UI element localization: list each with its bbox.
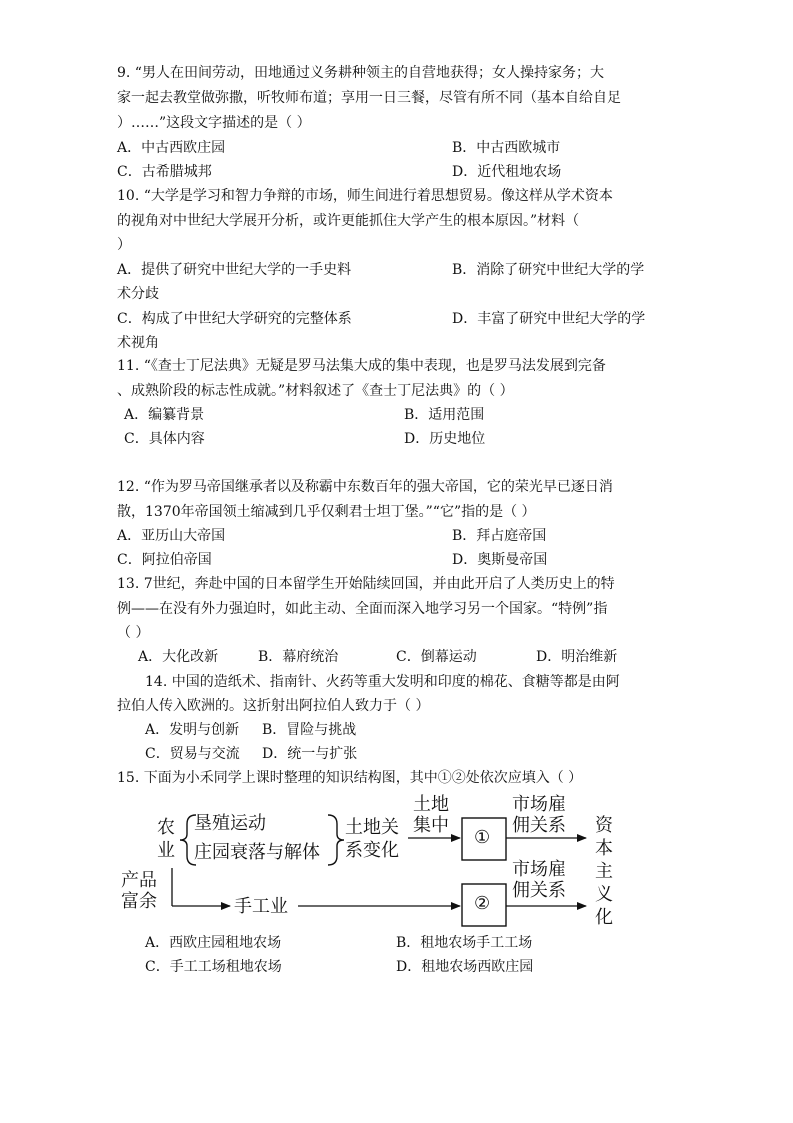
- q9-stem-line-2: 家一起去教堂做弥撒，听牧师布道；享用一日三餐，尽管有所不同（基本自给自足: [117, 90, 621, 106]
- land-concentration-1: 土地: [413, 794, 449, 815]
- land-relation-change-1: 土地关: [345, 817, 399, 838]
- market-employment-2a: 市场雇: [512, 859, 566, 880]
- q12-stem-line-1: 12. “作为罗马帝国继承者以及称霸中东数百年的强大帝国，它的荣光早已逐日消: [117, 479, 613, 495]
- q13-option-a: A．大化改新: [138, 649, 219, 665]
- agriculture-label-2: 业: [157, 840, 175, 861]
- q9-stem-line-1: 9. “男人在田间劳动，田地通过义务耕种领主的自营地获得；女人操持家务；大: [117, 65, 604, 81]
- q11-stem-line-1: 11. “《查士丁尼法典》无疑是罗马法集大成的集中表现，也是罗马法发展到完备: [117, 358, 606, 374]
- q12-option-d: D．奥斯曼帝国: [452, 552, 548, 568]
- q9-option-b: B．中古西欧城市: [452, 140, 561, 156]
- handicraft-label: 手工业: [234, 896, 288, 917]
- product-surplus-1: 产品: [121, 870, 157, 891]
- land-relation-change-2: 系变化: [345, 840, 399, 861]
- q13-stem-line-3: （ ）: [117, 625, 150, 641]
- q14-option-c: C．贸易与交流: [145, 746, 240, 762]
- q15-option-c: C．手工工场租地农场: [145, 959, 282, 975]
- q9-option-a: A．中古西欧庄园: [117, 140, 226, 156]
- q13-stem-line-1: 13. 7世纪，奔赴中国的日本留学生开始陆续回国，并由此开启了人类历史上的特: [117, 576, 615, 592]
- market-employment-1b: 佣关系: [512, 815, 566, 836]
- q15-option-d: D．租地农场西欧庄园: [396, 959, 534, 975]
- q14-stem-line-2: 拉伯人传入欧洲的。这折射出阿拉伯人致力于（ ）: [117, 698, 430, 714]
- q10-option-d: D．丰富了研究中世纪大学的学: [452, 311, 646, 327]
- q13-option-d: D．明治维新: [536, 649, 618, 665]
- q11-option-c: C．具体内容: [124, 431, 205, 447]
- land-concentration-2: 集中: [413, 815, 449, 836]
- q12-option-a: A．亚历山大帝国: [117, 528, 226, 544]
- q14-stem-line-1: 14. 中国的造纸术、指南针、火药等重大发明和印度的棉花、食糖等都是由阿: [145, 674, 620, 690]
- right-brace: [328, 815, 344, 865]
- q13-stem-line-2: 例——在没有外力强迫时，如此主动、全面而深入地学习另一个国家。“特例”指: [117, 601, 608, 617]
- q11-option-b: B．适用范围: [404, 407, 485, 423]
- q9-stem-line-3: ）……”这段文字描述的是（ ）: [117, 115, 311, 131]
- q14-option-b: B．冒险与挑战: [262, 722, 357, 738]
- q9-option-c: C．古希腊城邦: [117, 164, 212, 180]
- q9-option-d: D．近代租地农场: [452, 164, 562, 180]
- q15-option-b: B．租地农场手工工场: [396, 935, 533, 951]
- q10-option-b-cont: 术分歧: [117, 286, 159, 302]
- q15-stem: 15. 下面为小禾同学上课时整理的知识结构图，其中①②处依次应填入（ ）: [117, 770, 583, 786]
- agriculture-label-1: 农: [157, 817, 175, 838]
- q13-option-b: B．幕府统治: [258, 649, 339, 665]
- product-surplus-2: 富余: [121, 891, 157, 912]
- q10-option-a: A．提供了研究中世纪大学的一手史料: [117, 262, 352, 278]
- q11-stem-line-2: 、成熟阶段的标志性成就。”材料叙述了《查士丁尼法典》的（ ）: [117, 383, 514, 399]
- q10-option-c: C．构成了中世纪大学研究的完整体系: [117, 311, 352, 327]
- blank-2-symbol: ②: [474, 893, 491, 914]
- q10-stem-line-2: 的视角对中世纪大学展开分析，或许更能抓住大学产生的根本原因。”材料（: [117, 213, 580, 229]
- reclamation-label: 垦殖运动: [194, 813, 266, 834]
- manor-decline-label: 庄园衰落与解体: [194, 842, 320, 863]
- q10-stem-line-1: 10. “大学是学习和智力争辩的市场，师生间进行着思想贸易。像这样从学术资本: [117, 188, 613, 204]
- q12-option-b: B．拜占庭帝国: [452, 528, 547, 544]
- q12-option-c: C．阿拉伯帝国: [117, 552, 212, 568]
- market-employment-2b: 佣关系: [512, 880, 566, 901]
- q11-option-d: D．历史地位: [404, 431, 486, 447]
- q10-stem-line-3: ）: [117, 237, 131, 253]
- q11-option-a: A．编纂背景: [124, 407, 205, 423]
- capitalism-label: 资本主义化: [595, 815, 613, 928]
- q10-option-b: B．消除了研究中世纪大学的学: [452, 262, 645, 278]
- q13-option-c: C．倒幕运动: [396, 649, 477, 665]
- market-employment-1a: 市场雇: [512, 794, 566, 815]
- q14-option-d: D．统一与扩张: [262, 746, 358, 762]
- q12-stem-line-2: 散，1370年帝国领土缩减到几乎仅剩君士坦丁堡。”“它”指的是（ ）: [117, 504, 536, 520]
- q10-option-d-cont: 术视角: [117, 335, 159, 351]
- q14-option-a: A．发明与创新: [145, 722, 240, 738]
- blank-1-symbol: ①: [474, 827, 491, 848]
- q15-option-a: A．西欧庄园租地农场: [145, 935, 282, 951]
